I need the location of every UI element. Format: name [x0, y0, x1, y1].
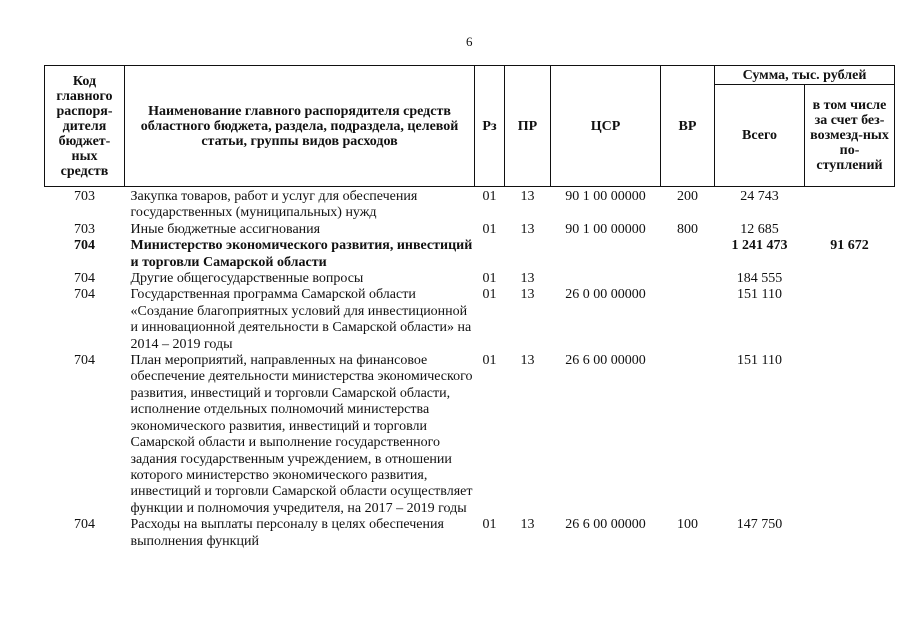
row-rz: 01 [482, 287, 497, 303]
row-code: 703 [74, 189, 95, 204]
row-incl [805, 187, 895, 222]
header-total: Всего [715, 85, 805, 187]
row-csr [551, 271, 661, 287]
table-row [45, 271, 895, 287]
header-name: Наименование главного распорядителя средств областного бюджета, раздела, подраздела, целевой статьи, группы видов расходов [125, 66, 475, 187]
row-csr: 26 6 00 00000 [565, 353, 646, 369]
budget-table [44, 65, 895, 550]
row-csr [551, 238, 661, 271]
row-csr: 26 0 00 00000 [565, 287, 646, 303]
row-incl [805, 353, 895, 517]
row-total: 151 110 [737, 353, 782, 369]
row-rz: 01 [482, 353, 497, 369]
row-incl: 91 672 [830, 238, 869, 254]
row-name: План мероприятий, направленных на финансовое обеспечение деятельности министерства экономического развития, инвестиций и торговли Самарской области, исполнение отдельных полномочий министерства экономического развития, инвестиций и торговли Самарской области и выполнение государственного задания государственным учреждением, в отношении которого министерство экономического развития, инвестиций и торговли Самарской области осуществляет функции и полномочия учредителя, на 2017 – 2019 годы [130, 353, 473, 516]
table-row [45, 187, 895, 222]
row-incl [805, 287, 895, 353]
row-csr: 90 1 00 00000 [565, 221, 646, 237]
row-pr: 13 [520, 517, 535, 533]
header-incl: в том числе за счет без-возмезд-ных по-ступлений [805, 85, 895, 187]
table-row [45, 517, 895, 550]
row-code: 704 [74, 271, 95, 287]
table-row [45, 222, 895, 238]
row-total: 151 110 [737, 287, 782, 303]
row-name: Расходы на выплаты персоналу в целях обеспечения выполнения функций [130, 517, 444, 549]
row-csr: 90 1 00 00000 [565, 189, 646, 204]
table-header [45, 66, 895, 187]
header-pr: ПР [505, 66, 551, 187]
row-pr: 13 [520, 221, 535, 237]
header-code: Код главного распоря-дителя бюджет-ных средств [45, 66, 125, 187]
row-pr: 13 [520, 287, 535, 303]
row-vr [661, 238, 715, 271]
row-rz: 01 [482, 517, 497, 533]
row-rz: 01 [482, 271, 497, 287]
row-code: 704 [74, 517, 95, 533]
row-code: 704 [74, 287, 95, 303]
row-vr [661, 353, 715, 517]
row-vr [661, 287, 715, 353]
row-total: 184 555 [736, 271, 783, 287]
row-name: Иные бюджетные ассигнования [130, 221, 321, 237]
table-body [45, 187, 895, 550]
header-csr: ЦСР [551, 66, 661, 187]
row-code: 703 [74, 221, 95, 237]
page-number: 6 [466, 34, 473, 49]
row-pr [505, 238, 551, 271]
row-pr: 13 [520, 189, 535, 204]
row-total: 147 750 [736, 517, 783, 533]
row-rz: 01 [482, 221, 497, 237]
row-pr: 13 [520, 353, 535, 369]
table-row [45, 287, 895, 353]
row-total: 1 241 473 [731, 238, 788, 254]
row-pr: 13 [520, 271, 535, 287]
header-sum-group: Сумма, тыс. рублей [715, 66, 895, 85]
row-code: 704 [74, 353, 95, 369]
row-rz [475, 238, 505, 271]
row-incl [805, 222, 895, 238]
table-row [45, 238, 895, 271]
row-code: 704 [74, 238, 95, 254]
row-incl [805, 271, 895, 287]
row-vr: 800 [677, 221, 698, 237]
row-vr: 100 [677, 517, 698, 533]
row-vr [661, 271, 715, 287]
row-rz: 01 [482, 189, 497, 204]
header-rz: Рз [475, 66, 505, 187]
row-name: Закупка товаров, работ и услуг для обеспечения государственных (муниципальных) нужд [130, 189, 418, 221]
header-vr: ВР [661, 66, 715, 187]
row-total: 24 743 [740, 189, 779, 204]
row-name: Государственная программа Самарской области «Создание благоприятных условий для инвестиционной и инновационной деятельности в Самарской области» на 2014 – 2019 годы [130, 287, 472, 352]
row-name: Другие общегосударственные вопросы [130, 271, 364, 287]
row-csr: 26 6 00 00000 [565, 517, 646, 533]
row-name: Министерство экономического развития, инвестиций и торговли Самарской области [130, 238, 473, 270]
row-total: 12 685 [740, 221, 779, 237]
row-incl [805, 517, 895, 550]
row-vr: 200 [677, 189, 698, 204]
table-row [45, 353, 895, 517]
